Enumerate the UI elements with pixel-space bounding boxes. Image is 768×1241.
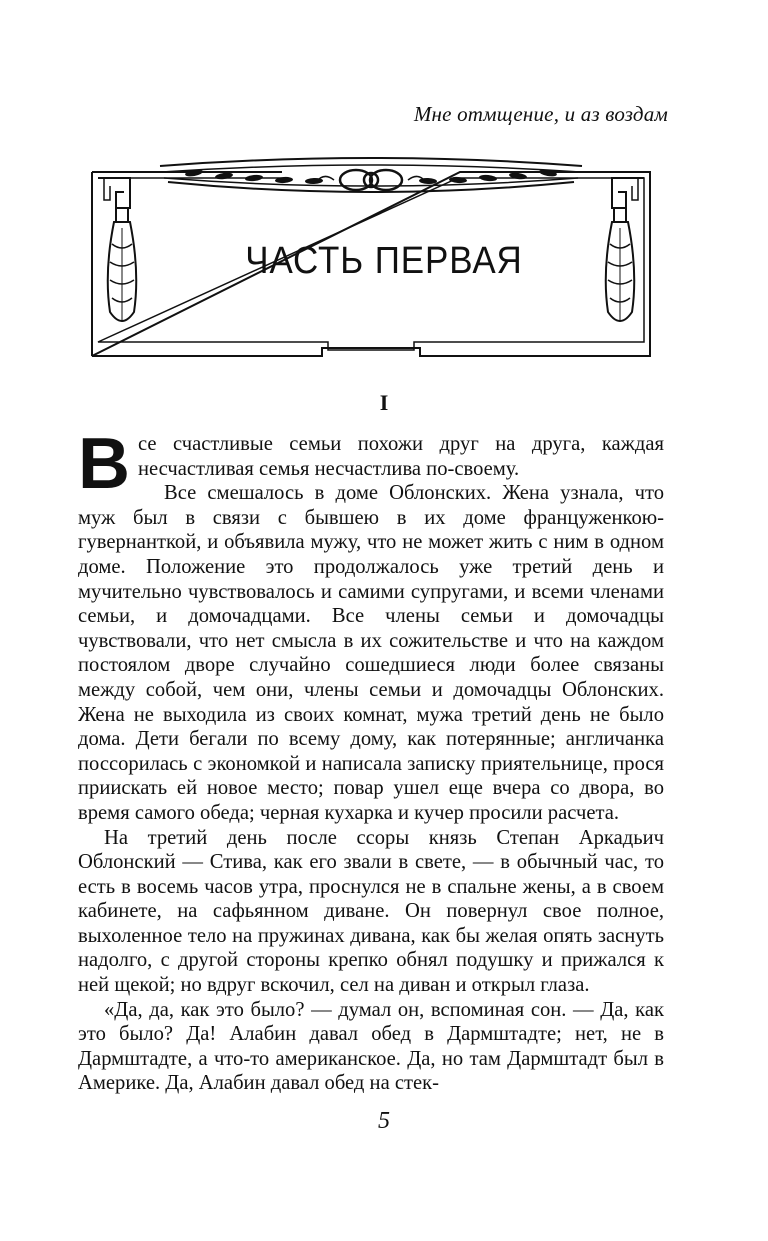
- paragraph-3: На третий день после ссоры князь Степан Аркадьич Облонский — Стива, как его звали в свете, — в обычный час, то есть в восемь часов утра, проснулся не в спальне жены, а в своем кабинете, на сафьянном диване. Он повернул свое полное, выхоленное тело на пружинах дивана, как бы желая опять заснуть надолго, с другой стороны крепко обнял подушку и прижался к ней щекой; но вдруг вскочил, сел на диван и открыл глаза.: [78, 826, 664, 997]
- epigraph: Мне отмщение, и аз воздам: [413, 102, 668, 126]
- chapter-number: I: [379, 390, 389, 415]
- paragraph-2: Все смешалось в доме Облонских. Жена узнала, что муж был в связи с бывшею в их доме француженкою-гувернанткой, и объявила мужу, что не может жить с ним в одном доме. Положение это продолжалось уже третий день и мучительно чувствовалось и самими супругами, и всеми членами семьи, и домочадцами. Все члены семьи и домочадцы чувствовали, что нет смысла в их сожительстве и что на каждом постоялом дворе случайно сошедшиеся люди более связаны между собой, чем они, члены семьи и домочадцы Облонских. Жена не выходила из своих комнат, мужа третий день не было дома. Дети бегали по всему дому, как потерянные; англичанка поссорилась с экономкой и написала записку приятельнице, прося приискать ей новое место; повар ушел еще вчера со двора, во время самого обеда; черная кухарка и кучер просили расчета.: [78, 482, 664, 824]
- part-title: ЧАСТЬ ПЕРВАЯ: [245, 240, 523, 282]
- paragraph-1-text: се счастливые семьи похожи друг на друга, каждая несчастливая семья несчастлива по-своему.: [138, 433, 664, 480]
- page-number: 5: [378, 1108, 390, 1134]
- body-text: [78, 424, 664, 1096]
- paragraph-1: [78, 424, 664, 504]
- paragraph-4: «Да, да, как это было? — думал он, вспоминая сон. — Да, как это было? Да! Алабин давал обед в Дармштадте; нет, не в Дармштадте, а что-то американское. Да, но там Дармштадт был в Америке. Да, Алабин давал обед на стек-: [78, 998, 664, 1095]
- drop-cap: В: [78, 424, 130, 504]
